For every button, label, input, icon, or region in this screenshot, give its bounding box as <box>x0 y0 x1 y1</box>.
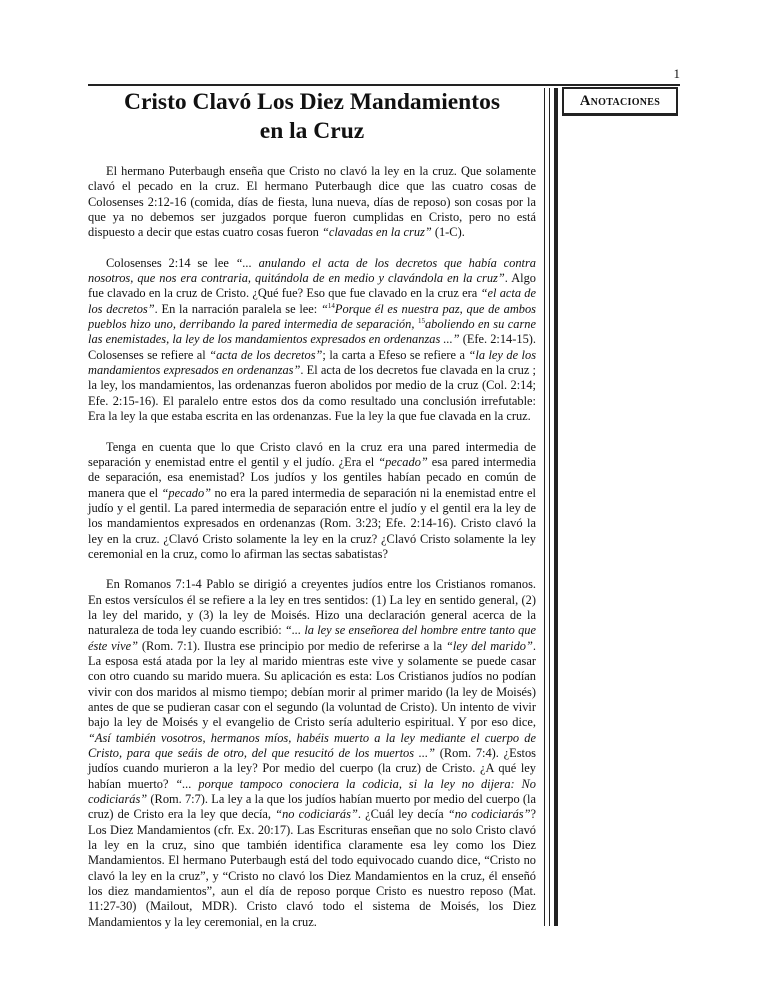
paragraph-text: no era la pared intermedia de separación ni la enemistad entre el judío y el gentil. La pared intermedia de separación entre el judío y el gentil era la ley de los mandamientos expresados en ordenanzas (Rom. 3:23; Efe. 2:14-16). Cristo clavó la ley en la cruz. ¿Clavó Cristo solamente la ley en la cruz? ¿Clavó Cristo solamente la ley ceremonial en la cruz, como lo afirman las sectas sabatistas? <box>88 485 536 561</box>
quotation: “no codiciarás” <box>447 807 531 822</box>
paragraph-text: Colosenses 2:14 se lee <box>106 255 236 270</box>
quotation: “el acta de los decretos” <box>88 286 537 316</box>
paragraph-text: ; la carta a Efeso se refiere a <box>322 347 469 362</box>
paragraph-text: . El acta de los decretos fue clavada en la cruz ; la ley, los mandamientos, las ordenanzas fueron abolidos por medio de la cruz (Col. 2:14; Efe. 2:15-16). El paralelo entre estos dos da como resultado una conclusión irrefutable: Era la ley la que estaba escrita en las ordenanzas. Fue la ley la que fue clavada en la cruz. <box>88 363 536 424</box>
paragraph-text: esa pared intermedia de separación, esa enemistad? Los judíos y los gentiles habían pecado en común de manera que el <box>88 454 536 500</box>
quotation: “clavadas en la cruz” <box>321 225 432 240</box>
paragraph-text: (Rom. 7:4). ¿Estos judíos cuando murieron a la ley? Por medio del cuerpo (la cruz) de Cristo. ¿A qué ley habían muerto? <box>88 746 536 791</box>
quotation: “... anulando el acta de los decretos que había contra nosotros, que nos era contraria, quitándola de en medio y clavándola en la cruz” <box>88 255 536 286</box>
quotation: Porque él es nuestra paz, que de ambos pueblos hizo uno, derribando la pared intermedia de separación, <box>88 301 536 332</box>
annotations-header <box>562 87 678 115</box>
quotation: “la ley de los mandamientos expresados en ordenanzas” <box>88 347 537 378</box>
quotation: “ley del marido” <box>445 638 533 653</box>
quotation: “no codiciarás” <box>275 807 358 822</box>
page-title <box>88 88 536 146</box>
quotation: aboliendo en su carne las enemistades, la ley de los mandamientos expresados en ordenanzas ...” <box>88 317 536 347</box>
paragraph-text: (1-C). <box>431 225 465 240</box>
quotation: “acta de los decretos” <box>209 347 323 362</box>
body-paragraph <box>88 164 536 241</box>
title-line-2: en la Cruz <box>259 118 365 144</box>
verse-number: 15 <box>417 316 425 325</box>
paragraph-text: En Romanos 7:1-4 Pablo se dirigió a creyentes judíos entre los Cristianos romanos. En estos versículos él se refiere a la ley en tres sentidos: (1) La ley en sentido general, (2) la ley del marido, y (3) la ley de Moisés. Hizo una declaración general acerca de la naturaleza de toda ley cuando escribió: <box>88 577 536 638</box>
body-paragraph <box>88 440 536 563</box>
paragraph-text: (Rom. 7:7). La ley a la que los judíos habían muerto por medio del cuerpo (la cruz) de Cristo era la ley que decía, <box>88 792 536 822</box>
main-column <box>88 88 536 945</box>
paragraph-text: Tenga en cuenta que lo que Cristo clavó en la cruz era una pared intermedia de separación y enemistad entre el gentil y el judío. ¿Era el <box>88 439 536 469</box>
article-body <box>88 164 536 930</box>
quotation: “... la ley se enseñorea del hombre entre tanto que éste vive” <box>88 623 536 653</box>
column-divider <box>544 88 558 926</box>
paragraph-text: . Algo fue clavado en la cruz de Cristo. ¿Qué fue? Eso que fue clavado en la cruz era <box>88 271 536 301</box>
quotation: “Así también vosotros, hermanos míos, habéis muerto a la ley mediante el cuerpo de Cristo, para que seáis de otro, del que resucitó de los muertos ...” <box>88 730 536 761</box>
top-rule <box>88 84 680 86</box>
verse-number: 14 <box>327 301 335 310</box>
quotation: “ <box>321 301 328 316</box>
paragraph-text: (Rom. 7:1). Ilustra ese principio por medio de referirse a la <box>137 638 446 653</box>
quotation: “pecado” <box>161 485 212 500</box>
quotation: “... porque tampoco conociera la codicia, si la ley no dijera: No codiciarás” <box>88 776 536 807</box>
paragraph-text: . La esposa está atada por la ley al marido mientras este vive y solamente se puede casar con otro cuando su marido muera. Su aplicación es esta: Los Cristianos judíos no podían vivir con dos maridos al mismo tiempo; debían morir al primer marido (la ley de Moisés) antes de que se pudieran casar con el segundo (la voluntad de Cristo). Un intento de vivir bajo la ley de Moisés y el evangelio de Cristo sería adulterio espiritual. Y por eso dice, <box>88 638 537 730</box>
paragraph-text: ? Los Diez Mandamientos (cfr. Ex. 20:17). Las Escrituras enseñan que no solo Cristo clavó la ley en la cruz, sino que también identifica claramente esa ley como los Diez Mandamientos. El hermano Puterbaugh está del todo equivocado cuando dice, “Cristo no clavó la ley en la cruz”, y “Cristo no clavó los Diez Mandamientos en la cruz, él enseñó los diez mandamientos”, aun el día de reposo porque Cristo es nuestro reposo (Mat. 11:27-30) (Mailout, MDR). Cristo clavó todo el sistema de Moisés, los Diez Mandamientos y la ley ceremonial, en la cruz. <box>88 807 536 929</box>
page-number: 1 <box>673 66 680 81</box>
paragraph-text: . En la narración paralela se lee: <box>154 301 322 316</box>
title-line-1: Cristo Clavó Los Diez Mandamientos <box>124 89 500 115</box>
paragraph-text: (Efe. 2:14-15). Colosenses se refiere al <box>88 332 536 362</box>
annotations-label: Anotaciones <box>579 92 661 109</box>
quotation: “pecado” <box>378 454 428 469</box>
paragraph-text: . ¿Cuál ley decía <box>357 807 448 822</box>
body-paragraph <box>88 577 536 930</box>
body-paragraph <box>88 256 536 425</box>
annotations-rule <box>562 115 678 116</box>
paragraph-text: El hermano Puterbaugh enseña que Cristo no clavó la ley en la cruz. Que solamente clavó el pecado en la cruz. El hermano Puterbaugh dice que las cuatro cosas de Colosenses 2:12-16 (comida, días de fiesta, luna nueva, días de reposo) son cosas por la que ya no debemos ser juzgados porque fueron cumplidas en Cristo, pero no está dispuesto a decir que estas cuatro cosas fueron <box>88 164 536 240</box>
